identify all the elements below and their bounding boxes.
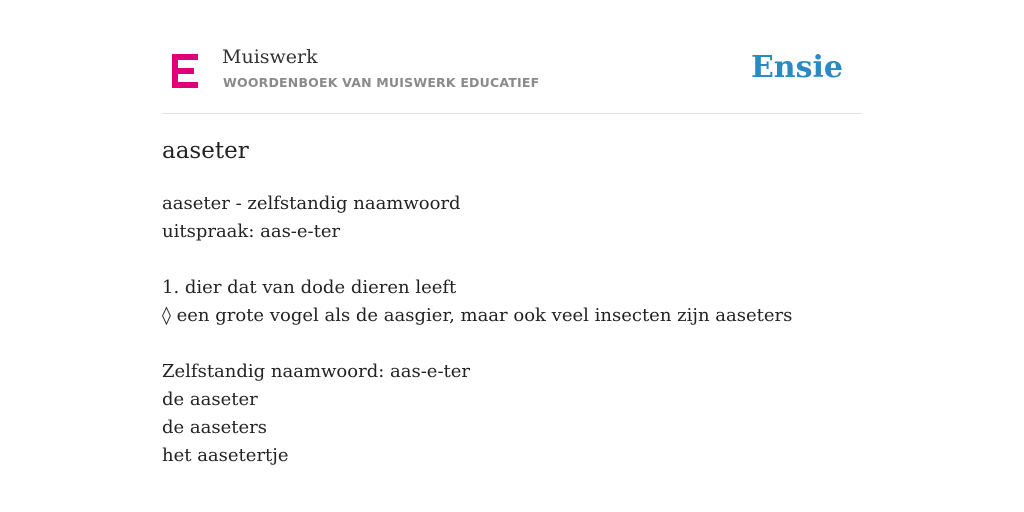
logo-bar-bottom — [172, 82, 198, 88]
muiswerk-logo-icon[interactable] — [172, 54, 200, 88]
page-container — [162, 0, 862, 466]
logo-bar-top — [172, 54, 198, 60]
entry-title: aaseter — [162, 138, 249, 164]
entry-diminutive-form: het aasetertje — [162, 445, 289, 466]
entry-pronunciation-line: uitspraak: aas-e-ter — [162, 221, 341, 242]
entry-plural-form: de aaseters — [162, 417, 267, 438]
publisher-name[interactable]: Muiswerk — [222, 46, 318, 68]
entry-pos-line: aaseter - zelfstandig naamwoord — [162, 193, 461, 214]
entry-body — [162, 190, 792, 470]
entry-singular-form: de aaseter — [162, 389, 258, 410]
publisher-subtitle: WOORDENBOEK VAN MUISWERK EDUCATIEF — [223, 75, 540, 90]
entry-spacer — [162, 246, 792, 274]
ensie-logo-link[interactable]: Ensie — [750, 50, 843, 85]
logo-bar-middle — [172, 68, 194, 74]
entry-spacer — [162, 330, 792, 358]
entry-grammar-heading: Zelfstandig naamwoord: aas-e-ter — [162, 361, 471, 382]
header — [162, 0, 862, 114]
entry-example-line: ◊ een grote vogel als de aasgier, maar ook veel insecten zijn aaseters — [162, 305, 793, 326]
entry-definition-line: 1. dier dat van dode dieren leeft — [162, 277, 457, 298]
